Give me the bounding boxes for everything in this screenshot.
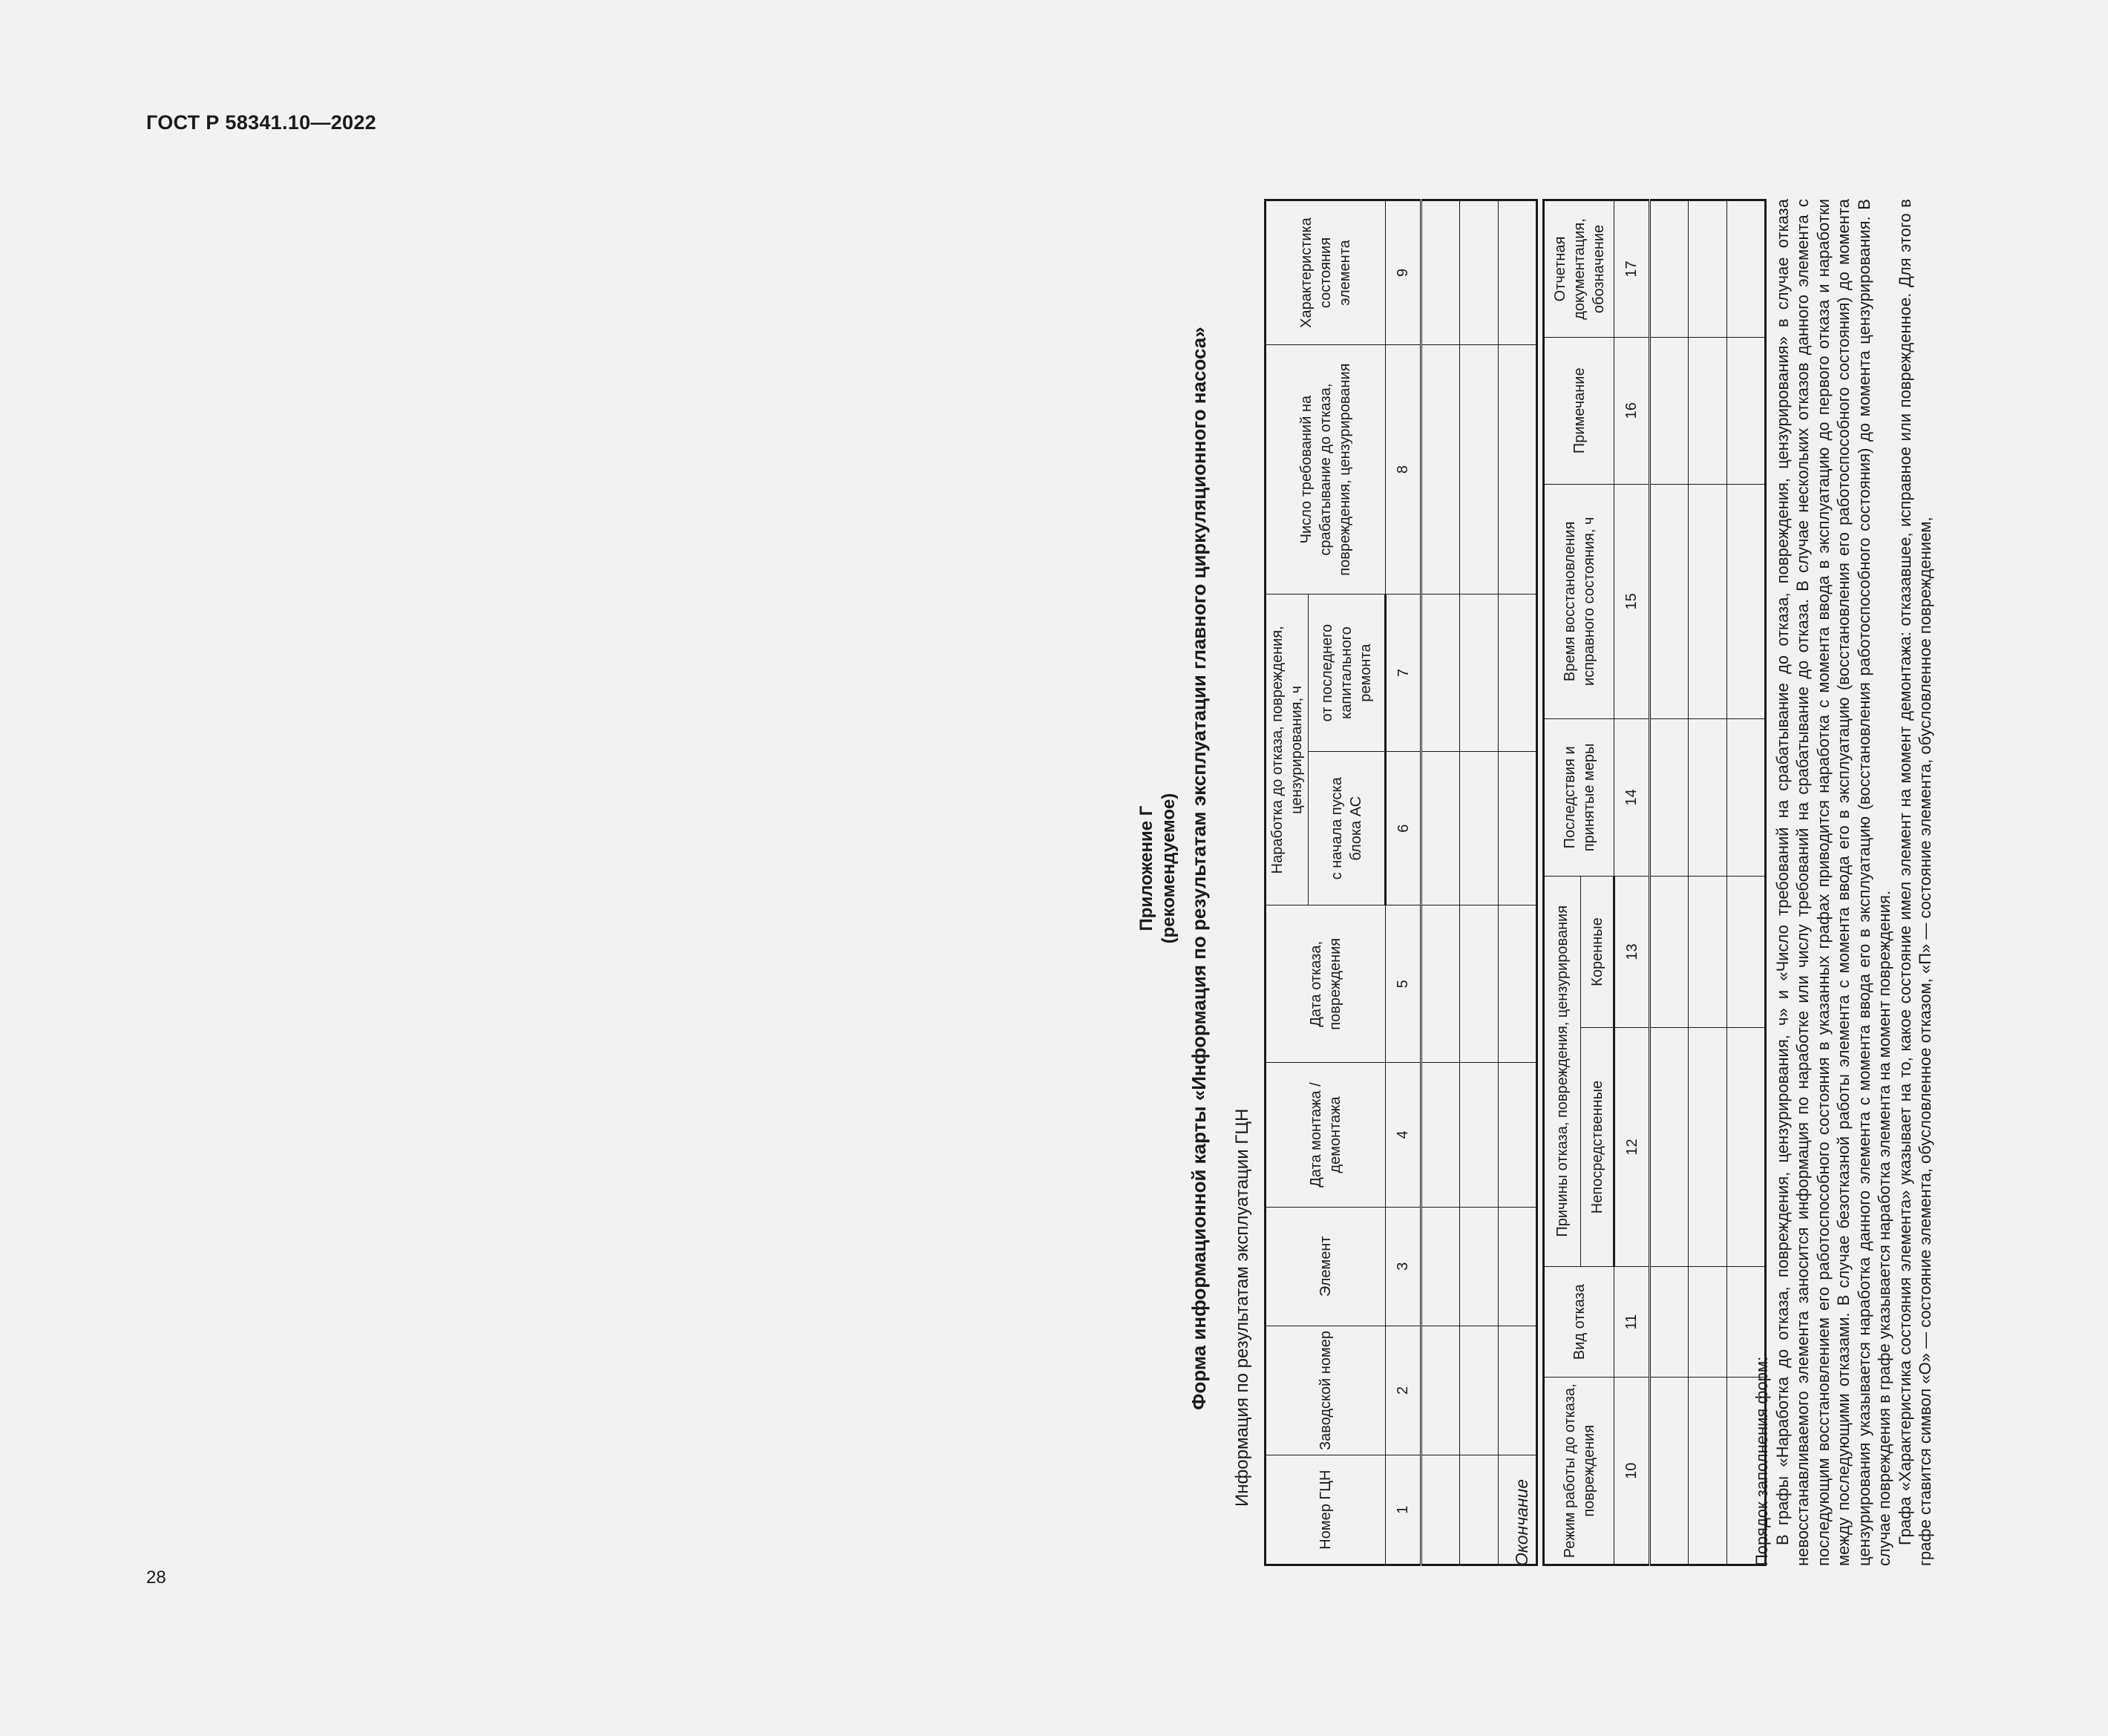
header-failure-date: Дата отказа, повреждения [1266,905,1386,1063]
col-num: 16 [1614,337,1650,484]
form-title: Форма информационной карты «Информация по результатам эксплуатации главного циркуляционного насоса» [1188,327,1210,1410]
header-documentation: Отчетная документация, обозначение [1544,200,1614,338]
header-from-repair: от последнего капитального ремонта [1309,595,1386,752]
col-num: 7 [1386,595,1421,752]
header-mode: Режим работы до отказа, повреждения [1544,1378,1614,1565]
table-row [1689,200,1727,1565]
instructions-heading: Порядок заполнения форм: [1752,1356,1771,1566]
continuation-table [1542,199,1767,1566]
document-header: ГОСТ Р 58341.10—2022 [146,111,376,134]
col-num: 8 [1386,344,1421,594]
header-direct-causes: Непосредственные [1581,1028,1614,1266]
table-caption: Информация по результатам эксплуатации ГЦН [1232,1108,1252,1507]
header-demands: Число требований на срабатывание до отказа, повреждения, цензурирования [1266,344,1386,594]
appendix-status: (рекомендуемое) [1159,793,1179,944]
col-num: 9 [1386,200,1421,345]
page-number: 28 [146,1568,166,1588]
table-row [1650,200,1689,1565]
col-num: 11 [1614,1266,1650,1378]
col-num: 3 [1386,1207,1421,1326]
col-num: 2 [1386,1326,1421,1455]
header-causes: Причины отказа, повреждения, цензурирования [1544,876,1581,1266]
table-row [1499,200,1537,1565]
header-failure-type: Вид отказа [1544,1266,1614,1378]
col-num: 13 [1614,876,1650,1028]
instructions-paragraph: В графы «Наработка до отказа, повреждения, цензурирования, ч» и «Число требований на срабатывание до отказа, повреждения, цензурирования» в случае отказа невосстанавливаемого элемента заносится информация по наработке или числу требований на срабатывание до отказа. В случае нескольких отказов данного элемента с последующим восстановлением его работоспособного состояния в указанных графах приводится наработка с момента ввода в эксплуатацию до первого отказа и наработки между последующими отказами. В случае безотказной работы элемента с момента ввода его в эксплуатацию (восстановления его работоспособного состояния) до момента цензурирования указывается наработка данного элемента с момента ввода его в эксплуатацию (восстановления работоспособного состояния) до момента цензурирования. В случае повреждения в графе указывается наработка элемента на момент повреждения. [1773,199,1893,1566]
main-info-table [1264,199,1538,1566]
header-root-causes: Коренные [1581,876,1614,1028]
rotated-content [1121,171,2108,1566]
continuation-label: Окончание [1512,1478,1531,1566]
col-num: 4 [1386,1063,1421,1208]
header-element: Элемент [1266,1207,1386,1326]
header-from-start: с начала пуска блока АС [1309,751,1386,905]
col-num: 14 [1614,719,1650,877]
instructions-paragraph: Графа «Характеристика состояния элемента» указывает на то, какое состояние имел элемент на момент демонтажа: отказавшее, исправное или поврежденное. Для этого в графе ставится символ «О» — состояние элемента, обусловленное отказом, «П» — состояние элемента, обусловленное повреждением, [1895,199,1934,1566]
col-num: 12 [1614,1028,1650,1266]
header-recovery-time: Время восстановления исправного состояния, ч [1544,484,1614,718]
header-operating-time: Наработка до отказа, повреждения, цензурирования, ч [1266,595,1309,905]
appendix-label: Приложение Г [1136,805,1156,931]
col-num: 1 [1386,1455,1421,1565]
header-mount-date: Дата монтажа / демонтажа [1266,1063,1386,1208]
col-num: 6 [1386,751,1421,905]
header-serial-number: Заводской номер [1266,1326,1386,1455]
table-row [1421,200,1460,1565]
header-note: Примечание [1544,337,1614,484]
col-num: 17 [1614,200,1650,338]
table-row [1460,200,1499,1565]
col-num: 15 [1614,484,1650,718]
filling-instructions [1752,199,1936,1566]
col-num: 5 [1386,905,1421,1063]
col-num: 10 [1614,1378,1650,1565]
header-gcn-number: Номер ГЦН [1266,1455,1386,1565]
header-state: Характеристика состояния элемента [1266,200,1386,345]
appendix-title [1136,171,1180,1566]
header-consequences: Последствия и принятые меры [1544,719,1614,877]
